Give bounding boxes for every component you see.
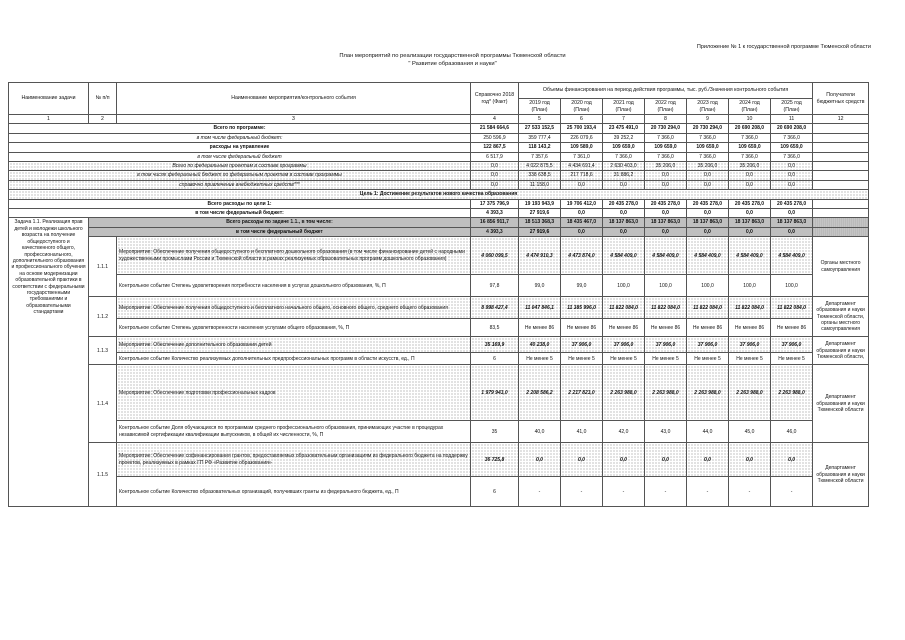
- appendix-note: Приложение № 1 к государственной программе Тюменской области: [696, 44, 871, 50]
- empty-cell: [813, 227, 869, 236]
- value-cell: 0,0: [645, 227, 687, 236]
- control-value: 41,0: [561, 421, 603, 443]
- event-value: 0,0: [729, 443, 771, 477]
- event-value: 11 047 846,1: [519, 297, 561, 319]
- event-value: 37 906,0: [561, 337, 603, 353]
- event-value: 4 060 099,5: [471, 237, 519, 275]
- value-cell: 4 393,3: [471, 209, 519, 218]
- control-value: 100,0: [645, 275, 687, 297]
- event-text: Мероприятие: Обеспечение подготовки профессиональных кадров: [117, 365, 471, 421]
- header-year: 2021 год (План): [603, 99, 645, 115]
- summary-row: [9, 143, 869, 152]
- value-cell: 109 659,0: [771, 143, 813, 152]
- control-text: Контрольное событие Степень удовлетворения потребности населения в услугах дошкольного образования, %, П: [117, 275, 471, 297]
- control-value: Не менее 86: [771, 319, 813, 337]
- event-value: 11 385 996,0: [561, 297, 603, 319]
- value-cell: 0,0: [687, 209, 729, 218]
- control-value: Не менее 5: [603, 353, 645, 365]
- goal-total-row: [9, 209, 869, 218]
- value-cell: 39 252,2: [603, 133, 645, 142]
- control-value: Не менее 5: [561, 353, 603, 365]
- control-value: 42,0: [603, 421, 645, 443]
- value-cell: 19 193 943,9: [519, 199, 561, 208]
- value-cell: 4 434 691,4: [561, 162, 603, 171]
- value-cell: 0,0: [729, 180, 771, 189]
- header-year: 2020 год (План): [561, 99, 603, 115]
- value-cell: 20 435 278,0: [603, 199, 645, 208]
- value-cell: 18 435 467,0: [561, 218, 603, 227]
- event-text: Мероприятие: Обеспечение дополнительного образования детей: [117, 337, 471, 353]
- value-cell: 35 206,0: [645, 162, 687, 171]
- empty-cell: [813, 124, 869, 133]
- task-name-cell: Задача 1.1. Реализация прав детей и молодежи школьного возраста на получение общедоступного и качественного общего, профессионального, дополнительного образования и профессионального обучения на основе модернизации образовательной практики в соответствии с федеральными государственными требованиями и образовательными стандартами: [9, 218, 89, 507]
- value-cell: 18 137 863,0: [603, 218, 645, 227]
- empty-cell: [813, 162, 869, 171]
- value-cell: 20 435 278,0: [771, 199, 813, 208]
- control-text: Контрольное событие Степень удовлетворенности населения услугами общего образования, %, П: [117, 319, 471, 337]
- control-value: Не менее 86: [561, 319, 603, 337]
- event-value: 4 584 409,0: [603, 237, 645, 275]
- value-cell: 109 659,0: [687, 143, 729, 152]
- value-cell: 0,0: [771, 209, 813, 218]
- value-cell: 7 357,6: [519, 152, 561, 161]
- value-cell: 27 919,6: [519, 227, 561, 236]
- value-cell: 7 366,0: [729, 133, 771, 142]
- control-value: 6: [471, 477, 519, 507]
- event-value: 11 822 084,0: [645, 297, 687, 319]
- task-total-row: [9, 227, 869, 236]
- column-number: 4: [471, 115, 519, 124]
- control-value: 43,0: [645, 421, 687, 443]
- value-cell: 0,0: [729, 171, 771, 180]
- value-cell: 20 435 278,0: [729, 199, 771, 208]
- value-cell: 18 137 863,0: [645, 218, 687, 227]
- value-cell: 109 659,0: [603, 143, 645, 152]
- value-cell: 0,0: [471, 180, 519, 189]
- event-value: 11 822 084,0: [771, 297, 813, 319]
- event-value: 2 263 988,0: [771, 365, 813, 421]
- empty-cell: [813, 199, 869, 208]
- event-value: 2 263 988,0: [645, 365, 687, 421]
- control-row: [9, 353, 869, 365]
- event-row: [9, 297, 869, 319]
- summary-row: [9, 171, 869, 180]
- action-plan-table: [8, 82, 869, 507]
- event-value: 0,0: [687, 443, 729, 477]
- value-cell: 7 361,0: [561, 152, 603, 161]
- event-value: 36 725,8: [471, 443, 519, 477]
- empty-cell: [813, 152, 869, 161]
- goal-title: Цель 1: Достижение результатов нового качества образования: [9, 190, 869, 199]
- control-value: 97,8: [471, 275, 519, 297]
- event-value: 4 584 409,0: [687, 237, 729, 275]
- value-cell: 0,0: [687, 171, 729, 180]
- summary-row: [9, 180, 869, 189]
- control-value: Не менее 86: [645, 319, 687, 337]
- summary-label: в том числе федеральный бюджет по федеральным проектам в составе программы: [9, 171, 471, 180]
- value-cell: 7 366,0: [687, 133, 729, 142]
- value-cell: 31 886,2: [603, 171, 645, 180]
- event-value: 2 263 988,0: [603, 365, 645, 421]
- event-value: 37 906,0: [687, 337, 729, 353]
- control-value: -: [519, 477, 561, 507]
- control-value: -: [729, 477, 771, 507]
- header-year: 2022 год (План): [645, 99, 687, 115]
- value-cell: 19 706 412,0: [561, 199, 603, 208]
- value-cell: 7 366,0: [729, 152, 771, 161]
- value-cell: 0,0: [603, 180, 645, 189]
- value-cell: 20 690 208,0: [729, 124, 771, 133]
- control-value: Не менее 5: [645, 353, 687, 365]
- value-cell: 27 919,6: [519, 209, 561, 218]
- item-number: 1.1.2: [89, 297, 117, 337]
- header-number: № п/п: [89, 83, 117, 115]
- event-row: [9, 337, 869, 353]
- control-value: -: [603, 477, 645, 507]
- value-cell: 122 867,5: [471, 143, 519, 152]
- empty-cell: [813, 171, 869, 180]
- value-cell: 20 690 208,0: [771, 124, 813, 133]
- value-cell: 7 366,0: [645, 152, 687, 161]
- summary-row: [9, 162, 869, 171]
- control-value: -: [687, 477, 729, 507]
- value-cell: 7 366,0: [687, 152, 729, 161]
- goal-total-label: Всего расходы по цели 1:: [9, 199, 471, 208]
- value-cell: 109 659,0: [645, 143, 687, 152]
- task-total-label: в том числе федеральный бюджет: [89, 227, 471, 236]
- control-value: -: [771, 477, 813, 507]
- item-number: 1.1.3: [89, 337, 117, 365]
- control-value: Не менее 86: [687, 319, 729, 337]
- value-cell: 217 718,6: [561, 171, 603, 180]
- document-title: План мероприятий по реализации государственной программы Тюменской области: [339, 53, 566, 59]
- control-row: [9, 477, 869, 507]
- control-value: Не менее 86: [729, 319, 771, 337]
- value-cell: 16 856 911,7: [471, 218, 519, 227]
- value-cell: 2 630 403,0: [603, 162, 645, 171]
- recipient-cell: Департамент образования и науки Тюменской области,: [813, 337, 869, 365]
- control-value: Не менее 86: [519, 319, 561, 337]
- value-cell: 35 206,0: [687, 162, 729, 171]
- control-value: 100,0: [771, 275, 813, 297]
- control-value: 100,0: [729, 275, 771, 297]
- value-cell: 0,0: [729, 209, 771, 218]
- summary-label: в том числе федеральный бюджет:: [9, 133, 471, 142]
- control-row: [9, 275, 869, 297]
- event-text: Мероприятие: Обеспечение получения общедоступного и бесплатного начального общего, основного общего, среднего общего образования: [117, 297, 471, 319]
- recipient-cell: Департамент образования и науки Тюменской области: [813, 365, 869, 443]
- column-number: 5: [519, 115, 561, 124]
- control-value: 100,0: [687, 275, 729, 297]
- control-text: Контрольное событие Доля обучающихся по программам среднего профессионального образования, принимающих участие в процедурах независимой сертификации квалификации выпускников, в общей их численности, %, П: [117, 421, 471, 443]
- event-value: 37 906,0: [603, 337, 645, 353]
- control-value: Не менее 5: [729, 353, 771, 365]
- value-cell: 7 366,0: [771, 152, 813, 161]
- value-cell: 18 513 368,3: [519, 218, 561, 227]
- summary-label: в том числе федеральный бюджет: [9, 152, 471, 161]
- event-value: 0,0: [645, 443, 687, 477]
- event-value: 37 906,0: [645, 337, 687, 353]
- event-value: 0,0: [603, 443, 645, 477]
- control-value: 99,0: [561, 275, 603, 297]
- header-task: Наименование задачи: [9, 83, 89, 115]
- event-value: 11 822 084,0: [687, 297, 729, 319]
- event-value: 2 263 988,0: [729, 365, 771, 421]
- value-cell: 18 137 863,0: [687, 218, 729, 227]
- empty-cell: [813, 180, 869, 189]
- value-cell: 11 158,0: [519, 180, 561, 189]
- value-cell: 20 435 278,0: [687, 199, 729, 208]
- value-cell: 20 730 294,0: [645, 124, 687, 133]
- event-value: 2 208 586,2: [519, 365, 561, 421]
- column-number: 7: [603, 115, 645, 124]
- item-number: 1.1.4: [89, 365, 117, 443]
- goal-total-label: в том числе федеральный бюджет:: [9, 209, 471, 218]
- value-cell: 0,0: [687, 227, 729, 236]
- event-text: Мероприятие: Обеспечение получения общедоступного и бесплатного дошкольного образования (в том числе финансирование детей с народными художественными промыслами России и Тюменской области в рамках реализуемых образовательных программ дошкольного образования): [117, 237, 471, 275]
- header-year: 2024 год (План): [729, 99, 771, 115]
- value-cell: 0,0: [561, 227, 603, 236]
- summary-label: расходы на управление: [9, 143, 471, 152]
- control-value: 46,0: [771, 421, 813, 443]
- event-value: 11 822 084,0: [603, 297, 645, 319]
- control-value: Не менее 86: [603, 319, 645, 337]
- value-cell: 27 533 152,5: [519, 124, 561, 133]
- summary-row: [9, 133, 869, 142]
- value-cell: 0,0: [603, 209, 645, 218]
- summary-row: [9, 124, 869, 133]
- control-value: -: [645, 477, 687, 507]
- recipient-cell: Департамент образования и науки Тюменской области, органы местного самоуправления: [813, 297, 869, 337]
- event-value: 0,0: [519, 443, 561, 477]
- event-value: 2 217 823,0: [561, 365, 603, 421]
- empty-cell: [813, 209, 869, 218]
- control-value: -: [561, 477, 603, 507]
- value-cell: 4 022 875,5: [519, 162, 561, 171]
- header-volume: Объемы финансирования на период действия программы, тыс. руб./Значения контрольного события: [519, 83, 813, 99]
- column-number: 6: [561, 115, 603, 124]
- value-cell: 0,0: [771, 171, 813, 180]
- goal-row: [9, 190, 869, 199]
- value-cell: 35 206,0: [729, 162, 771, 171]
- control-value: Не менее 5: [771, 353, 813, 365]
- program-name: " Развитие образования и науки": [408, 61, 497, 67]
- value-cell: 20 730 294,0: [687, 124, 729, 133]
- event-row: [9, 365, 869, 421]
- value-cell: 226 079,6: [561, 133, 603, 142]
- value-cell: 7 366,0: [771, 133, 813, 142]
- value-cell: 0,0: [471, 171, 519, 180]
- header-reference-2018: Справочно 2018 год* (Факт): [471, 83, 519, 115]
- event-value: 1 979 943,0: [471, 365, 519, 421]
- value-cell: 4 393,3: [471, 227, 519, 236]
- header-event: Наименование мероприятия/контрольного события: [117, 83, 471, 115]
- summary-label: справочно привлечение внебюджетных средств***: [9, 180, 471, 189]
- value-cell: 109 589,0: [561, 143, 603, 152]
- empty-cell: [813, 133, 869, 142]
- value-cell: 7 366,0: [645, 133, 687, 142]
- item-number: 1.1.5: [89, 443, 117, 507]
- value-cell: 250 596,9: [471, 133, 519, 142]
- value-cell: 0,0: [771, 180, 813, 189]
- summary-label: Всего по программе:: [9, 124, 471, 133]
- value-cell: 0,0: [645, 209, 687, 218]
- event-value: 4 473 874,0: [561, 237, 603, 275]
- control-text: Контрольное событие Количество образовательных организаций, получивших гранты из федерального бюджета, ед., П: [117, 477, 471, 507]
- control-row: [9, 319, 869, 337]
- value-cell: 6 517,9: [471, 152, 519, 161]
- column-number: 2: [89, 115, 117, 124]
- event-value: 0,0: [771, 443, 813, 477]
- column-number: 1: [9, 115, 89, 124]
- column-number: 11: [771, 115, 813, 124]
- control-value: 40,0: [519, 421, 561, 443]
- event-value: 40 238,0: [519, 337, 561, 353]
- event-value: 4 584 409,0: [729, 237, 771, 275]
- value-cell: 0,0: [645, 180, 687, 189]
- value-cell: 20 435 278,0: [645, 199, 687, 208]
- column-number: 8: [645, 115, 687, 124]
- event-row: [9, 237, 869, 275]
- event-text: Мероприятие: Обеспечение софинансирования грантов, предоставляемых образовательным организациям из федерального бюджета на поддержку проектов, реализуемых в рамках ГП РФ «Развитие образования»: [117, 443, 471, 477]
- recipient-cell: Органы местного самоуправления: [813, 237, 869, 297]
- value-cell: 18 137 863,0: [729, 218, 771, 227]
- value-cell: 118 143,2: [519, 143, 561, 152]
- value-cell: 338 638,5: [519, 171, 561, 180]
- control-text: Контрольное событие Количество реализуемых дополнительных предпрофессиональных программ в области искусств, ед., П: [117, 353, 471, 365]
- event-value: 11 822 084,0: [729, 297, 771, 319]
- event-value: 4 584 409,0: [645, 237, 687, 275]
- value-cell: 0,0: [561, 180, 603, 189]
- event-value: 35 169,9: [471, 337, 519, 353]
- control-value: 6: [471, 353, 519, 365]
- event-value: 4 474 910,3: [519, 237, 561, 275]
- header-year: 2025 год (План): [771, 99, 813, 115]
- column-number: 10: [729, 115, 771, 124]
- event-row: [9, 443, 869, 477]
- column-number: 3: [117, 115, 471, 124]
- recipient-cell: Департамент образования и науки Тюменской области: [813, 443, 869, 507]
- header-year: 2023 год (План): [687, 99, 729, 115]
- empty-cell: [813, 143, 869, 152]
- header-recipients: Получатели бюджетных средств: [813, 83, 869, 115]
- task-total-label: Всего расходы по задаче 1.1., в том числе:: [89, 218, 471, 227]
- value-cell: 0,0: [603, 227, 645, 236]
- value-cell: 21 584 664,6: [471, 124, 519, 133]
- control-value: 44,0: [687, 421, 729, 443]
- column-number: 9: [687, 115, 729, 124]
- value-cell: 359 777,4: [519, 133, 561, 142]
- value-cell: 0,0: [645, 171, 687, 180]
- value-cell: 0,0: [687, 180, 729, 189]
- control-value: 83,5: [471, 319, 519, 337]
- value-cell: 7 366,0: [603, 152, 645, 161]
- value-cell: 109 659,0: [729, 143, 771, 152]
- control-value: Не менее 5: [519, 353, 561, 365]
- control-value: 45,0: [729, 421, 771, 443]
- summary-label: Всего по федеральным проектам в составе программы: [9, 162, 471, 171]
- value-cell: 0,0: [729, 227, 771, 236]
- value-cell: 23 475 491,0: [603, 124, 645, 133]
- value-cell: 0,0: [771, 227, 813, 236]
- event-value: 37 906,0: [729, 337, 771, 353]
- item-number: 1.1.1: [89, 237, 117, 297]
- summary-row: [9, 152, 869, 161]
- value-cell: 17 375 796,9: [471, 199, 519, 208]
- value-cell: 25 700 193,4: [561, 124, 603, 133]
- value-cell: 0,0: [561, 209, 603, 218]
- event-value: 8 998 427,4: [471, 297, 519, 319]
- event-value: 0,0: [561, 443, 603, 477]
- event-value: 4 584 409,0: [771, 237, 813, 275]
- goal-total-row: [9, 199, 869, 208]
- value-cell: 0,0: [771, 162, 813, 171]
- value-cell: 18 137 863,0: [771, 218, 813, 227]
- task-total-row: [9, 218, 869, 227]
- control-value: Не менее 5: [687, 353, 729, 365]
- value-cell: 0,0: [471, 162, 519, 171]
- control-value: 35: [471, 421, 519, 443]
- event-value: 37 906,0: [771, 337, 813, 353]
- empty-cell: [813, 218, 869, 227]
- header-year: 2019 год (План): [519, 99, 561, 115]
- column-number: 12: [813, 115, 869, 124]
- control-row: [9, 421, 869, 443]
- control-value: 99,0: [519, 275, 561, 297]
- control-value: 100,0: [603, 275, 645, 297]
- event-value: 2 263 988,0: [687, 365, 729, 421]
